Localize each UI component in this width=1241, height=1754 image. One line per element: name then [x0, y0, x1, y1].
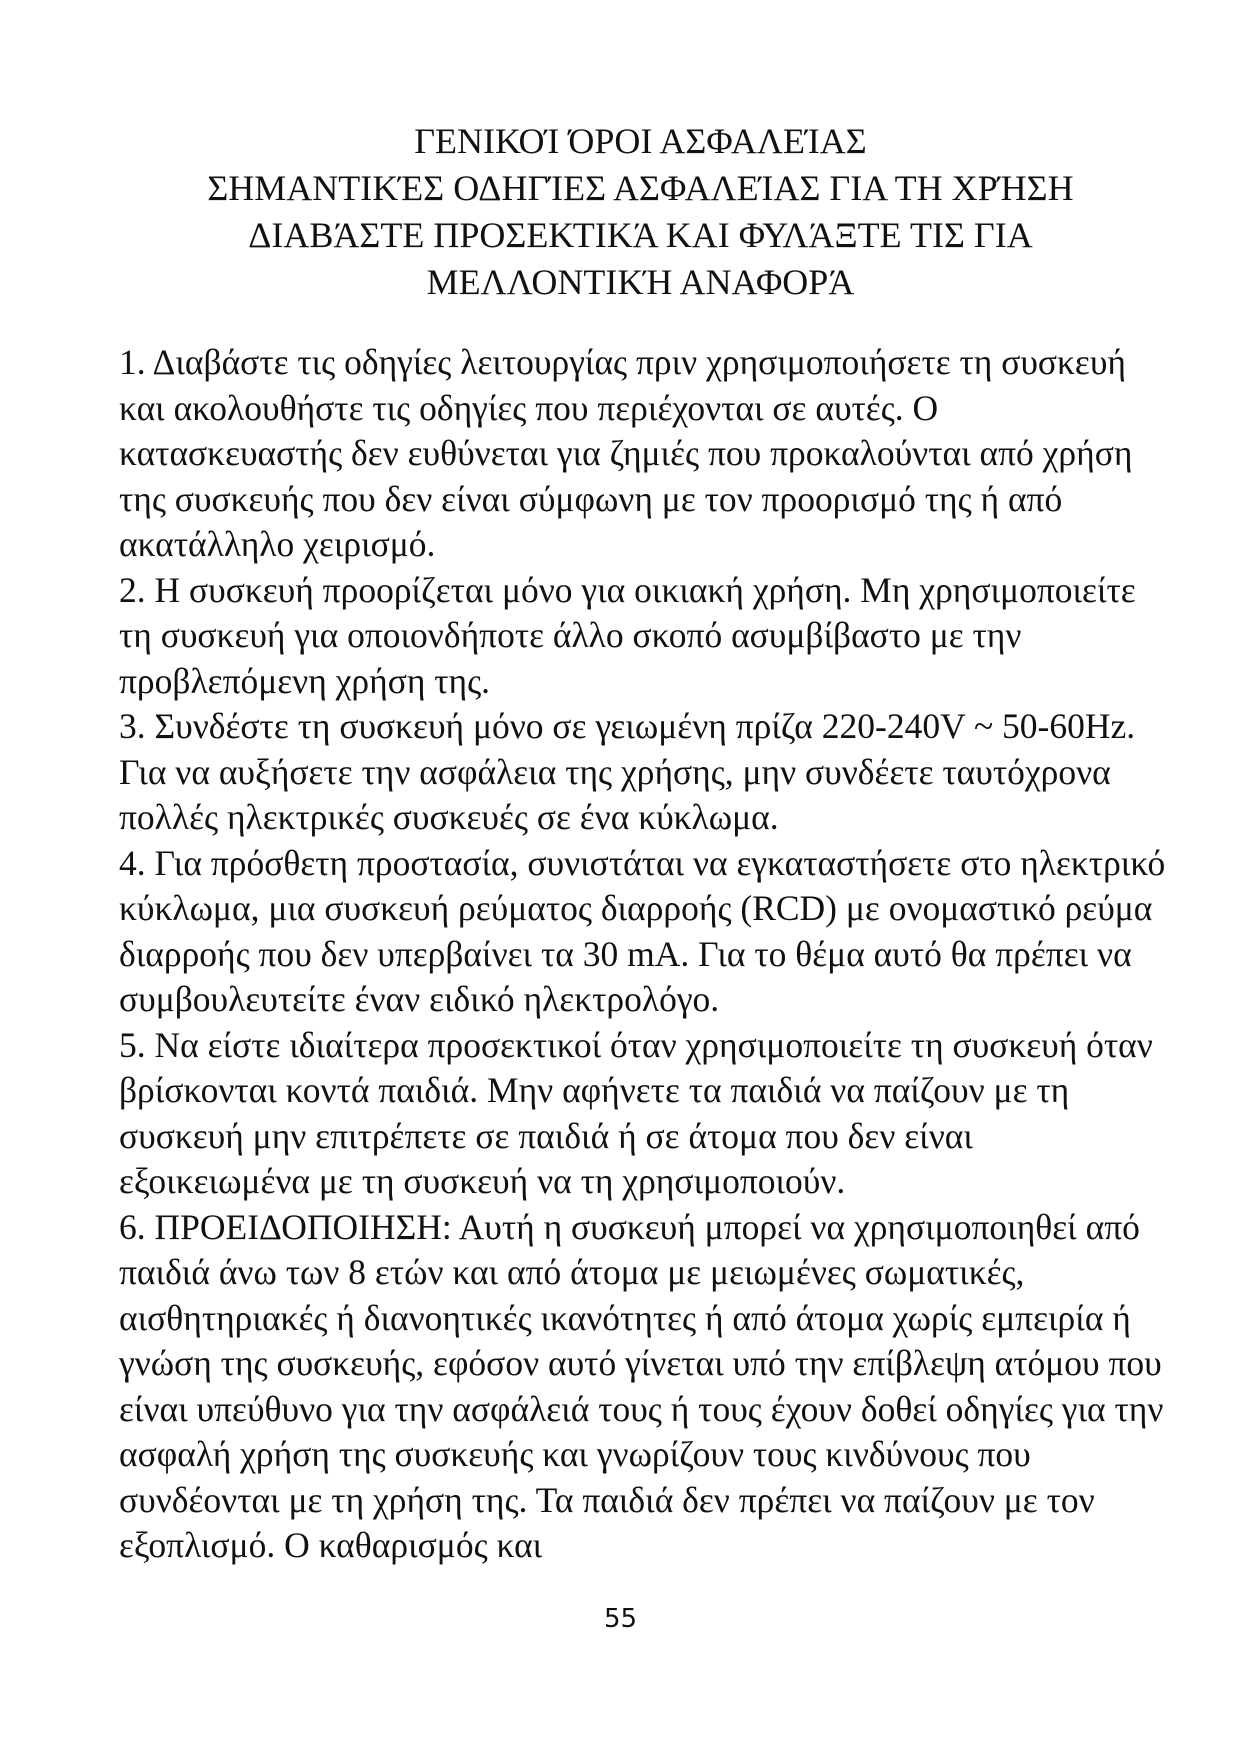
instruction-2: 2. Η συσκευή προορίζεται μόνο για οικιακή χρήση. Μη χρησιμοποιείτε τη συσκευή για οποιονδήποτε άλλο σκοπό ασυμβίβαστο με την προβλεπόμενη χρήση της. [119, 569, 1136, 701]
instruction-1: 1. Διαβάστε τις οδηγίες λειτουργίας πριν χρησιμοποιήσετε τη συσκευή και ακολουθήστε τις οδηγίες που περιέχονται σε αυτές. Ο κατασκευαστής δεν ευθύνεται για ζημιές που προκαλούνται από χρήση της συσκευής που δεν είναι σύμφωνη με τον προορισμό της ή από ακατάλληλο χειρισμό. [119, 342, 1133, 564]
page-number: 55 [603, 1604, 638, 1634]
instruction-4: 4. Για πρόσθετη προστασία, συνιστάται να εγκαταστήσετε στο ηλεκτρικό κύκλωμα, μια συσκευή ρεύματος διαρροής (RCD) με ονομαστικό ρεύμα διαρροής που δεν υπερβαίνει τα 30 mA. Για το θέμα αυτό θα πρέπει να συμβουλευτείτε έναν ειδικό ηλεκτρολόγο. [119, 842, 1166, 1019]
instruction-6: 6. ΠΡΟΕΙΔΟΠΟΙΗΣΗ: Αυτή η συσκευή μπορεί να χρησιμοποιηθεί από παιδιά άνω των 8 ετών και από άτομα με μειωμένες σωματικές, αισθητηριακές ή διανοητικές ικανότητες ή από άτομα χωρίς εμπειρία ή γνώση της συσκευής, εφόσον αυτό γίνεται υπό την επίβλεψη ατόμου που είναι υπεύθυνο για την ασφάλειά τους ή τους έχουν δοθεί οδηγίες για την ασφαλή χρήση της συσκευής και γνωρίζουν τους κινδύνους που συνδέονται με τη χρήση της. Τα παιδιά δεν πρέπει να παίζουν με τον εξοπλισμό. Ο καθαρισμός και [119, 1206, 1164, 1565]
safety-heading [120, 118, 1161, 306]
heading-line: ΓΕΝΙΚΟΊ ΌΡΟΙ ΑΣΦΑΛΕΊΑΣ [414, 121, 867, 161]
heading-line: ΜΕΛΛΟΝΤΙΚΉ ΑΝΑΦΟΡΆ [426, 262, 855, 302]
instruction-5: 5. Να είστε ιδιαίτερα προσεκτικοί όταν χρησιμοποιείτε τη συσκευή όταν βρίσκονται κοντά παιδιά. Μην αφήνετε τα παιδιά να παίζουν με τη συσκευή μην επιτρέπετε σε παιδιά ή σε άτομα που δεν είναι εξοικειωμένα με τη συσκευή να τη χρησιμοποιούν. [119, 1024, 1153, 1201]
safety-instructions [119, 340, 1169, 1569]
heading-line: ΔΙΑΒΆΣΤΕ ΠΡΟΣΕΚΤΙΚΆ ΚΑΙ ΦΥΛΆΞΤΕ ΤΙΣ ΓΙΑ [248, 215, 1033, 255]
instruction-3: 3. Συνδέστε τη συσκευή μόνο σε γειωμένη πρίζα 220-240V ~ 50-60Hz. [119, 706, 1136, 746]
instruction-3-note: Για να αυξήσετε την ασφάλεια της χρήσης, μην συνδέετε ταυτόχρονα πολλές ηλεκτρικές συσκευές σε ένα κύκλωμα. [119, 751, 1111, 837]
heading-line: ΣΗΜΑΝΤΙΚΈΣ ΟΔΗΓΊΕΣ ΑΣΦΑΛΕΊΑΣ ΓΙΑ ΤΗ ΧΡΉΣΗ [207, 168, 1074, 208]
